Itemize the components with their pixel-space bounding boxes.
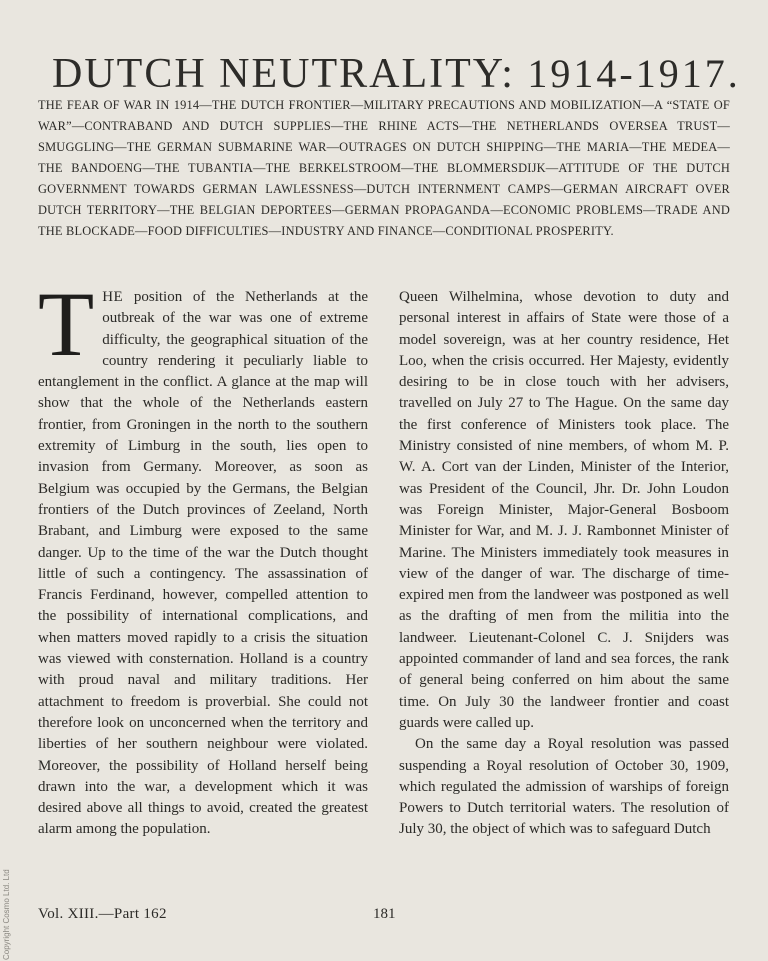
- copyright-watermark: Copyright Cosmo Ltd. Ltd: [2, 869, 11, 960]
- article-title: [52, 50, 742, 98]
- first-word: HE: [102, 289, 124, 305]
- page-number: 181: [373, 906, 396, 922]
- volume-info: Vol. XIII.—Part 162: [38, 906, 167, 922]
- right-paragraph-1: Queen Wilhelmina, whose devotion to duty and personal interest in affairs of State were those of a model sovereign, was at her country residence, Het Loo, when the crisis occurred. Her Majesty, evidently desiring to be in close touch with her advisers, travelled on July 27 to The Hague. On the same day the first conference of Ministers took place. The Ministry consisted of nine members, of whom M. P. W. A. Cort van der Linden, Minister of the Interior, was President of the Council, Jhr. Dr. John Loudon was Foreign Minister, Major-General Bosboom Minister for War, and M. J. J. Rambonnet Minister of Marine. The Ministers immediately took measures in view of the danger of war. The discharge of time-expired men from the landweer was postponed as well as the drafting of men from the militia into the landweer. Lieutenant-Colonel C. J. Snijders was appointed commander of land and sea forces, the rank of general being conferred on him about the same time. On July 30 the landweer frontier and coast guards were called up.: [399, 289, 729, 731]
- left-column: [38, 273, 368, 841]
- title-text: DUTCH NEUTRALITY:: [52, 51, 515, 98]
- right-column: [399, 287, 729, 841]
- drop-cap: T: [38, 273, 95, 375]
- left-paragraph-text: position of the Netherlands at the outbreak of the war was one of extreme difficulty, the geographical situation of the country rendering it peculiarly liable to entanglement in the conflict. A glance at the map will show that the whole of the Netherlands eastern frontier, from Groningen in the north to the southern extremity of Limburg in the south, lies open to invasion from Germany. Moreover, as soon as Belgium was occupied by the Germans, the Belgian frontiers of the Dutch provinces of Zeeland, North Brabant, and Limburg were exposed to the same danger. Up to the time of the war the Dutch thought little of such a contingency. The assassination of Francis Ferdinand, however, compelled attention to the possibility of international complications, and when matters moved rapidly to a crisis the situation was viewed with consternation. Holland is a country with proud naval and military traditions. Her attachment to freedom is proverbial. She could not therefore look on unconcerned when the territory and liberties of her southern neighbour were violated. Moreover, the possibility of Holland herself being drawn into the war, a development which it was desired above all things to avoid, created the greatest alarm among the population.: [38, 289, 368, 838]
- chapter-summary: THE FEAR OF WAR IN 1914—THE DUTCH FRONTIER—MILITARY PRECAUTIONS AND MOBILIZATION—A “STATE OF WAR”—CONTRABAND AND DUTCH SUPPLIES—THE RHINE ACTS—THE NETHERLANDS OVERSEA TRUST—SMUGGLING—THE GERMAN SUBMARINE WAR—OUTRAGES ON DUTCH SHIPPING—THE MARIA—THE MEDEA—THE BANDOENG—THE TUBANTIA—THE BERKELSTROOM—THE BLOMMERSDIJK—ATTITUDE OF THE DUTCH GOVERNMENT TOWARDS GERMAN LAWLESSNESS—DUTCH INTERNMENT CAMPS—GERMAN AIRCRAFT OVER DUTCH TERRITORY—THE BELGIAN DEPORTEES—GERMAN PROPAGANDA—ECONOMIC PROBLEMS—TRADE AND THE BLOCKADE—FOOD DIFFICULTIES—INDUSTRY AND FINANCE—CONDITIONAL PROSPERITY.: [38, 98, 730, 238]
- title-years: 1914-1917.: [527, 51, 741, 97]
- right-paragraph-2: On the same day a Royal resolution was passed suspending a Royal resolution of October 30, 1909, which regulated the admission of warships of foreign Powers to Dutch territorial waters. The resolution of July 30, the object of which was to safeguard Dutch: [399, 736, 729, 838]
- left-paragraph: [38, 273, 368, 841]
